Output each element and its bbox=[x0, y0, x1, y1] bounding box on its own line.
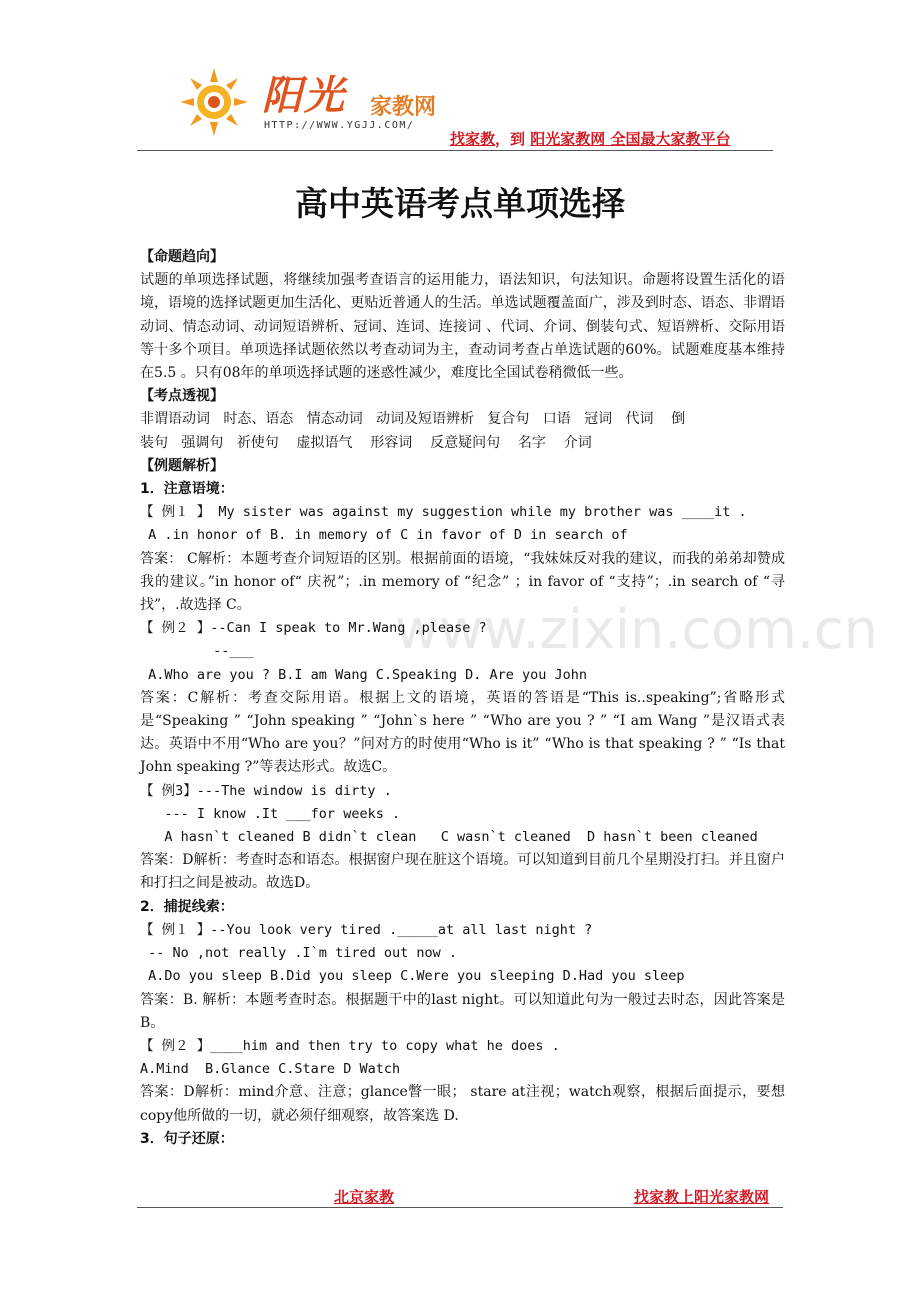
example-options: A hasn`t cleaned B didn`t clean C wasn`t cleaned D hasn`t been cleaned bbox=[140, 829, 758, 846]
example-question: 【 例２ 】--Can I speak to Mr.Wang ,please ? bbox=[140, 620, 487, 637]
example-question: 【 例3】---The window is dirty . bbox=[140, 782, 392, 799]
example-question: 【 例２ 】____him and then try to copy what he does . bbox=[140, 1037, 560, 1054]
document-body bbox=[140, 246, 785, 1151]
trend-paragraph: 试题的单项选择试题，将继续加强考查语言的运用能力，语法知识，句法知识。命题将设置生活化的语境，语境的选择试题更加生活化、更贴近普通人的生活。单选试题覆盖面广，涉及到时态、语态、非谓语动词、情态动词、动词短语辨析、冠词、连词、连接词 、代词、介词、倒装句式、短语辨析、交际用语等十多个项目。单项选择试题依然以考查动词为主，查动词考查占单选试题的60%。试题难度基本维持在5.5 。只有08年的单项选择试题的迷惑性减少，难度比全国试卷稍微低一些。 bbox=[140, 272, 785, 382]
section-heading-points: 【考点透视】 bbox=[140, 388, 224, 405]
example-question-reply: -- No ,not really .I`m tired out now . bbox=[140, 945, 457, 962]
example-options: A .in honor of B. in memory of C in favor of D in search of bbox=[140, 527, 628, 544]
example-question: 【 例１ 】 My sister was against my suggestion while my brother was ____it . bbox=[140, 504, 747, 521]
logo-wordmark: 阳光 bbox=[262, 72, 346, 119]
example-answer: 答案：D解析：mind介意、注意；glance瞥一眼； stare at注视；watch观察，根据后面提示，要想copy他所做的一切，就必须仔细观察，故答案选 D. bbox=[140, 1084, 785, 1124]
header-slogan bbox=[450, 128, 731, 149]
example-answer: 答案：D解析：考查时态和语态。根据窗户现在脏这个语境。可以知道到目前几个星期没打扫。并且窗户和打扫之间是被动。故选D。 bbox=[140, 852, 785, 892]
sun-logo-icon bbox=[180, 68, 248, 136]
section-heading-trend: 【命题趋向】 bbox=[140, 249, 224, 265]
section-heading-examples: 【例题解析】 bbox=[140, 457, 224, 474]
example-options: A.Mind B.Glance C.Stare D Watch bbox=[140, 1061, 401, 1078]
example-answer: 答案：C解析：考查交际用语。根据上文的语境，英语的答语是“This is..speaking”;省略形式是“Speaking ” “John speaking ” “John`s here ” “Who are you ? ” “I am Wang ”是汉语式表达。英语中不用“Who are you？”问对方的时使用“Who is it” “Who is that speaking ? ” “Is that John speaking ?”等表达形式。故选C。 bbox=[140, 689, 785, 776]
logo-url: HTTP://WWW.YGJJ.COM/ bbox=[264, 120, 415, 131]
footer-link-beijing-tutor[interactable]: 北京家教 bbox=[334, 1188, 395, 1206]
subsection-heading: 3．句子还原： bbox=[140, 1130, 234, 1147]
header-divider bbox=[137, 150, 773, 151]
example-answer: 答案： C解析：本题考查介词短语的区别。根据前面的语境，“我妹妹反对我的建议，而我的弟弟却赞成我的建议。”in honor of“ 庆祝”；.in memory of “纪念” ；in favor of “支持”；.in search of “寻找”，.故选择 C。 bbox=[140, 550, 785, 614]
watermark: www.zixin.com.cn bbox=[395, 598, 878, 661]
example-options: A.Who are you ? B.I am Wang C.Speaking D. Are you John bbox=[140, 666, 588, 683]
slogan-link-site[interactable]: 阳光家教网 bbox=[530, 130, 606, 148]
slogan-text: ，到 bbox=[495, 130, 531, 148]
subsection-heading: 1．注意语境： bbox=[140, 481, 234, 498]
page-title: 高中英语考点单项选择 bbox=[295, 184, 625, 223]
example-options: A.Do you sleep B.Did you sleep C.Were you sleeping D.Had you sleep bbox=[140, 968, 685, 985]
example-question: 【 例１ 】--You look very tired ._____at all last night ? bbox=[140, 921, 593, 938]
logo-subtitle: 家教网 bbox=[370, 94, 437, 120]
footer-link-find-tutor[interactable]: 找家教上阳光家教网 bbox=[634, 1188, 770, 1206]
example-answer: 答案：B. 解析：本题考查时态。根据题干中的last night。可以知道此句为一般过去时态，因此答案是B。 bbox=[140, 991, 785, 1031]
site-logo[interactable] bbox=[180, 62, 460, 142]
example-question-reply: --___ bbox=[140, 643, 254, 660]
footer-divider bbox=[137, 1207, 783, 1208]
subsection-heading: 2．捕捉线索： bbox=[140, 898, 234, 915]
slogan-link-find-tutor[interactable]: 找家教 bbox=[450, 130, 496, 148]
points-line: 装句 强调句 祈使句 虚拟语气 形容词 反意疑问句 名字 介词 bbox=[140, 434, 592, 451]
points-line: 非谓语动词 时态、语态 情态动词 动词及短语辨析 复合句 口语 冠词 代词 倒 bbox=[140, 411, 686, 428]
slogan-link-platform[interactable]: 全国最大家教平台 bbox=[605, 130, 731, 148]
example-question-reply: --- I know .It ___for weeks . bbox=[140, 805, 401, 822]
